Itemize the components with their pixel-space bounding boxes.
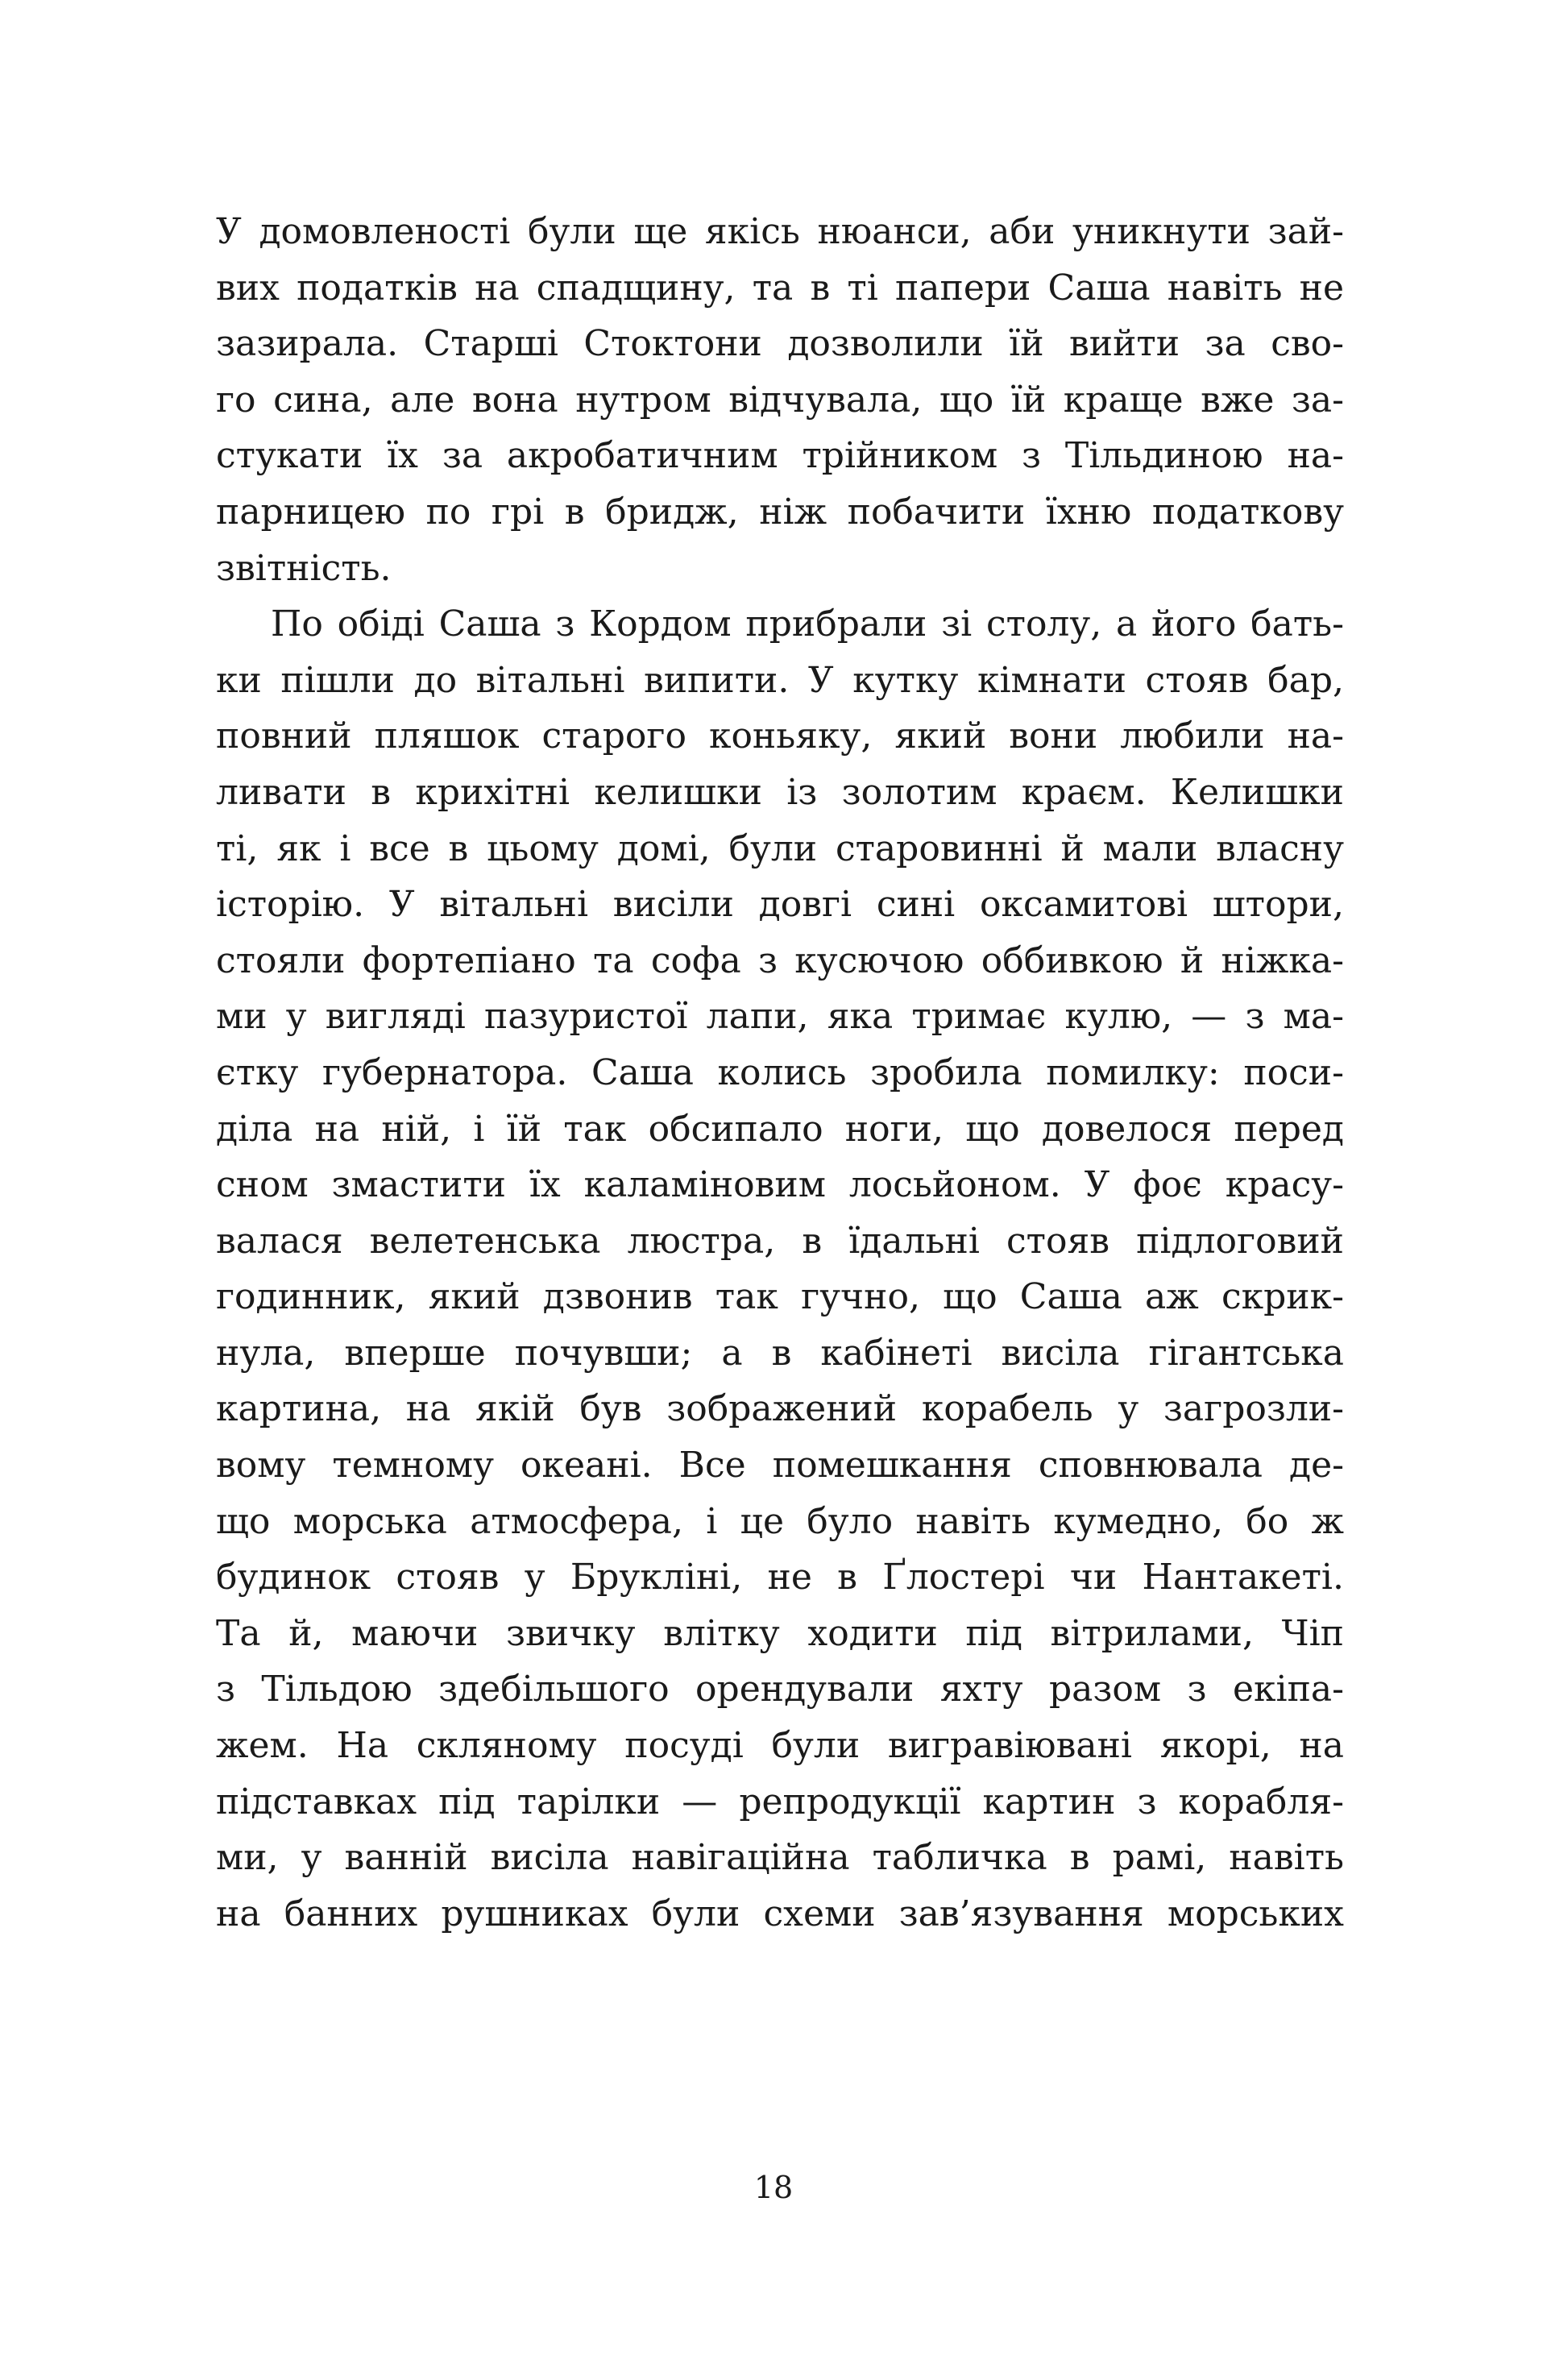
text-line: У домовленості були ще якісь нюанси, аби уникнути зай- [216,211,1344,252]
text-line: що морська атмосфера, і це було навіть кумедно, бо ж [216,1500,1344,1542]
text-line: ми у вигляді пазуристої лапи, яка тримає кулю, — з ма- [216,996,1344,1038]
text-line: повний пляшок старого коньяку, який вони любили на- [216,715,1344,757]
text-line: звітність. [216,547,392,589]
text-line: годинник, який дзвонив так гучно, що Саша аж скрик- [216,1276,1344,1318]
page-number: 18 [753,2170,794,2205]
text-line: будинок стояв у Брукліні, не в Ґлостері чи Нантакеті. [216,1557,1344,1598]
text-line: на банних рушниках були схеми зав’язування морських [216,1893,1344,1934]
text-line: вих податків на спадщину, та в ті папери Саша навіть не [216,267,1344,309]
text-line: нула, вперше почувши; а в кабінеті висіла гігантська [216,1332,1344,1374]
text-line: По обіді Саша з Кордом прибрали зі столу, а його бать- [271,603,1344,645]
text-line: стукати їх за акробатичним трійником з Тільдиною на- [216,435,1344,477]
text-line: Та й, маючи звичку влітку ходити під вітрилами, Чіп [216,1612,1344,1654]
text-line: підставках під тарілки — репродукції картин з корабля- [216,1781,1344,1822]
text-line: єтку губернатора. Саша колись зробила помилку: поси- [216,1051,1344,1093]
text-line: ливати в крихітні келишки із золотим краєм. Келишки [216,771,1344,813]
text-line: вому темному океані. Все помешкання сповнювала де- [216,1445,1344,1486]
text-line: сном змастити їх каламіновим лосьйоном. У фоє красу- [216,1164,1344,1206]
text-line: валася велетенська люстра, в їдальні стояв підлоговий [216,1220,1344,1262]
body-text [216,204,1344,1942]
text-line: зазирала. Старші Стоктони дозволили їй вийти за сво- [216,323,1344,365]
text-line: го сина, але вона нутром відчувала, що їй краще вже за- [216,379,1344,421]
text-line: жем. На скляному посуді були вигравіювані якорі, на [216,1725,1344,1767]
paragraph [216,204,1344,596]
text-line: ки пішли до вітальні випити. У кутку кімнати стояв бар, [216,659,1344,701]
paragraph [216,596,1344,1942]
text-line: історію. У вітальні висіли довгі сині оксамитові штори, [216,884,1344,926]
text-line: парницею по грі в бридж, ніж побачити їхню податкову [216,491,1344,533]
text-line: ті, як і все в цьому домі, були старовинні й мали власну [216,827,1344,869]
text-line: стояли фортепіано та софа з кусючою оббивкою й ніжка- [216,939,1344,981]
text-line: ми, у ванній висіла навігаційна табличка в рамі, навіть [216,1837,1344,1879]
text-line: картина, на якій був зображений корабель у загрозли- [216,1388,1344,1430]
text-line: діла на ній, і їй так обсипало ноги, що довелося перед [216,1108,1344,1150]
text-line: з Тільдою здебільшого орендували яхту разом з екіпа- [216,1669,1344,1710]
